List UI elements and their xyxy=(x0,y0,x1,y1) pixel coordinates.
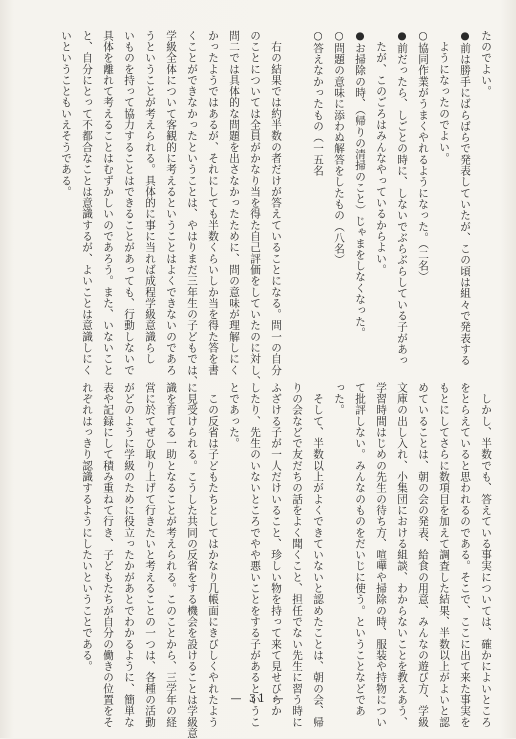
text-line: 学級全体について客観的に考えるということはよくできないのであろ xyxy=(165,30,177,376)
text-line: ようになったのでよい。 xyxy=(438,30,450,164)
text-line: うということが考えられる。具体的に事に当れば成程学級意識らし xyxy=(144,30,156,365)
text-line: 識を育てる一助となることが考えられる。このことから、三学年の経 xyxy=(165,382,177,728)
text-line: 表や記録にして積み重ねて行き、子どもたちが自分の働きの位置をそ xyxy=(102,382,114,728)
text-line: ○問題の意味に添わぬ解答をしたもの（八名） xyxy=(333,30,345,266)
text-line: 学習時間はじめの先生の待ち方、喧嘩や掃除の時、服装や持物につい xyxy=(375,382,387,728)
text-line: いということもいえそうである。 xyxy=(60,30,72,198)
text-line: った。 xyxy=(333,382,345,416)
text-line: りの会などで友だちの話をよく聞くこと、担任でない先生に習う時に xyxy=(291,382,303,728)
text-line: ●前は勝手にばらばらで発表していたが、この頃は組々で発表する xyxy=(459,30,471,366)
text-line: に見受けられる。こうした共同の反省をする機会を設けることは学級意 xyxy=(186,382,198,739)
text-line: たのでよい。 xyxy=(480,30,492,97)
text-line: めていることは、朝の会の発表、給食の用意、みんなの遊び方、学級 xyxy=(417,382,429,728)
text-line: 右の結果では約半数の者だけが答えていることになる。問一の自分 xyxy=(270,30,282,376)
text-line: ●前だったら、しごとの時に、しないでぶらぶらしている子があっ xyxy=(396,30,408,366)
text-line: ○協同作業がうまくやれるようになった。（二名） xyxy=(417,30,429,283)
text-line: 文庫の出し入れ、小集団における組談、わからないことを教えあう、 xyxy=(396,382,408,728)
text-line: と、自分にとって不都合なことは意識するが、よいことは意識しにく xyxy=(81,30,93,376)
text-line: がどのように学級のために役立ったかがあとでわかるように、簡単な xyxy=(123,382,135,728)
text-line: 問二では具体的な問題を出さなかったために、問の意味が理解しにく xyxy=(228,30,240,376)
text-line: たが、このごろはみんなやっているからよい。 xyxy=(375,30,387,276)
text-line: ●お掃除の時、（帰りの清掃のこと）じゃまをしなくなった。 xyxy=(354,30,366,339)
text-line: しかし、半数でも、答えている事実については、確かによいところ xyxy=(480,382,492,728)
page-number: — 31 — xyxy=(230,692,286,705)
text-line: この反省は子どもたちとしてはかなり几帳面にきびしくやれたよう xyxy=(207,382,219,728)
upper-text-block xyxy=(55,30,496,387)
text-line: 営に於てぜひ取り上げて行きたいと考えることの一つは、各種の活動 xyxy=(144,382,156,728)
text-line: とであった。 xyxy=(228,382,240,449)
text-line: ○答えなかったもの（一五名 xyxy=(312,30,324,177)
text-line: そして、半数以上がよくできていないと認めたことは、朝の会、帰 xyxy=(312,382,324,728)
text-line: もとにしてさらに数項目を加えて調査した結果、半数以上がよいと認 xyxy=(438,382,450,728)
text-line: くことができなかったということは、やはりまだ三年生の子どもでは、 xyxy=(186,30,198,387)
text-line: かったようではあるが、それにしても半数くらいしか当を得た答を書 xyxy=(207,30,219,376)
text-line: 具体を離れて考えることはむずかしいのであろう。また、いないこと xyxy=(102,30,114,376)
text-line: れぞれはっきり認識するようにしたいということである。 xyxy=(81,382,93,672)
text-line xyxy=(286,30,307,330)
text-line: いものを持って協力することはできることがあっても、行動しないで xyxy=(123,30,135,376)
text-line: て批評しない。みんなのものをだいじに使う。ということなどであ xyxy=(354,382,366,717)
text-line: ふざける子が一人だけいること、珍しい物を持って来て見せびらか xyxy=(270,382,282,717)
text-line: をとらえていると思われるのである。そこで、ここに出て来た事実を xyxy=(459,382,471,728)
text-line: のことについては全員がかなり当を得た自己評価をしていたのに対し、 xyxy=(249,30,261,387)
text-line: したり、先生のいないところでやや悪いことをする子があるというこ xyxy=(249,382,261,728)
